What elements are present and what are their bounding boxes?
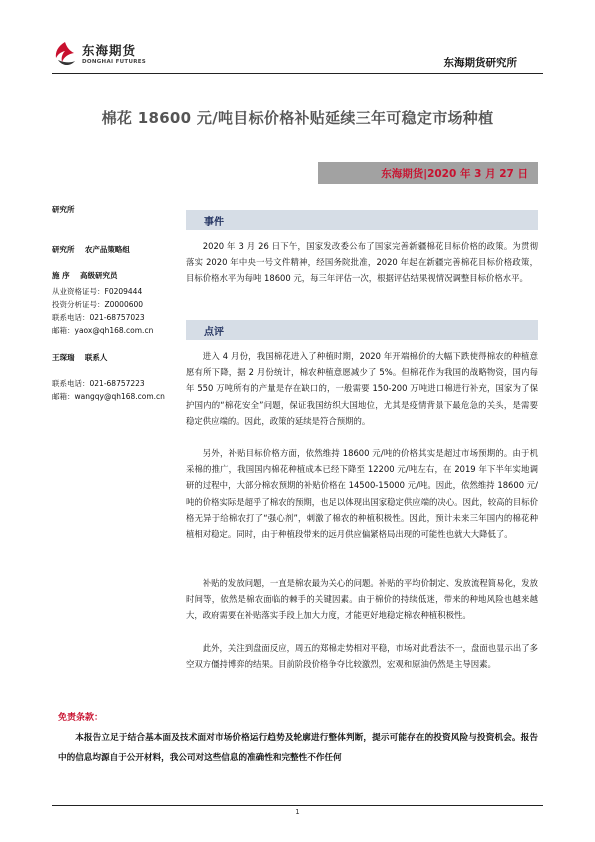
date-banner: [318, 162, 538, 184]
header-org-label: 东海期货研究所: [443, 57, 517, 69]
logo-text-en: DONGHAI FUTURES: [82, 59, 147, 65]
section-header-comment: [186, 320, 538, 340]
comment-paragraph-2: 另外，补贴目标价格方面，依然维持 18600 元/吨的价格其实是超过市场预期的。由于机采棉的推广，我国国内棉花种植成本已经下降至 12200 元/吨左右，在 2019 年下半年实地调研的过程中，大部分棉农预期的补贴价格在 14500-15000 元/吨。因此，依然维持 18600 元/吨的价格实际是超乎了棉农的预期，也足以体现出国家稳定供应端的决心。因此，较高的目标价格无异于给棉农打了“强心剂”，刺激了棉农的种植积极性。因此，预计未来三年国内的棉花种植相对稳定。同时，由于种植段带来的远月供应偏紧格局出现的可能性也就大大降低了。: [186, 448, 538, 540]
disclaimer-title: 免责条款：: [58, 713, 104, 723]
footer-divider: [52, 805, 543, 806]
section-title-comment: 点评: [204, 327, 224, 338]
analyst-phone: 联系电话：021-68757023: [52, 313, 145, 322]
comment-paragraph-4: 此外，关注到盘面反应，周五的郑棉走势相对平稳，市场对此看法不一，盘面也显示出了多空双方僵持博弈的结果。目前阶段价格争夺比较激烈，宏观和原油仍然是主导因素。: [186, 643, 538, 670]
report-date: 东海期货|2020 年 3 月 27 日: [381, 168, 528, 180]
sidebar-analyst-row: [52, 270, 118, 281]
report-title: 棉花 18600 元/吨目标价格补贴延续三年可稳定市场种植: [101, 109, 494, 127]
header-divider: [52, 73, 543, 74]
section-header-event: [186, 210, 538, 230]
disclaimer-body: 本报告立足于结合基本面及技术面对市场价格运行趋势及轮廓进行整体判断，提示可能存在的投资风险与投资机会。报告中的信息均源自于公开材料，我公司对这些信息的准确性和完整性不作任何: [58, 733, 538, 763]
team-role: 农产品策略组: [84, 245, 130, 254]
logo-mark-icon: [52, 40, 78, 68]
analyst-role: 高级研究员: [80, 271, 118, 280]
sidebar-team-row: [52, 244, 130, 255]
contact-email[interactable]: 邮箱：wangqy@qh168.com.cn: [52, 392, 165, 401]
analyst-name: 施 序: [52, 271, 70, 280]
analyst-cert-2: 投资分析证号：Z0000600: [52, 300, 144, 309]
team-name: 研究所: [52, 245, 75, 254]
section-title-event: 事件: [204, 217, 224, 228]
sidebar-dept: 研究所: [52, 205, 75, 214]
company-logo: [52, 38, 147, 72]
event-paragraph: 2020 年 3 月 26 日下午，国家发改委公布了国家完善新疆棉花目标价格的政策。为贯彻落实 2020 年中央一号文件精神，经国务院批准，2020 年起在新疆完善棉花目标价格政策，目标价格水平为每吨 18600 元，每三年评估一次，根据评估结果视情况调整目标价格水平。: [186, 241, 538, 284]
comment-paragraph-1: 进入 4 月份，我国棉花进入了种植时期，2020 年开端棉价的大幅下跌使得棉农的种植意愿有所下降，据 2 月份统计，棉农种植意愿减少了 5%。但棉花作为我国的战略物资，国内每年 550 万吨所有的产量是存在缺口的，一般需要 150-200 万吨进口棉进行补充，国家为了保护国内的“棉花安全”问题，保证我国纺织大国地位，尤其是疫情背景下最危急的关头，是需要稳定供应端的。因此，政策的延续是符合预期的。: [186, 351, 538, 426]
contact-phone: 联系电话：021-68757223: [52, 379, 145, 388]
sidebar-contact-row: [52, 352, 107, 363]
logo-text-cn: 东海期货: [82, 43, 137, 58]
contact-name: 王琛瑞: [52, 353, 75, 362]
page-number: 1: [295, 808, 300, 816]
analyst-cert-1: 从业资格证号：F0209444: [52, 287, 143, 296]
contact-role: 联系人: [84, 353, 108, 362]
analyst-email[interactable]: 邮箱：yaox@qh168.com.cn: [52, 326, 154, 335]
comment-paragraph-3: 补贴的发放问题，一直是棉农最为关心的问题。补贴的平均价制定、发放流程简易化，发放时间等，依然是棉农面临的棘手的关键因素。由于棉价的持续低迷，带来的种地风险也越来越大，政府需要在补贴落实手段上加大力度，才能更好地稳定棉农种植积极性。: [186, 578, 538, 621]
